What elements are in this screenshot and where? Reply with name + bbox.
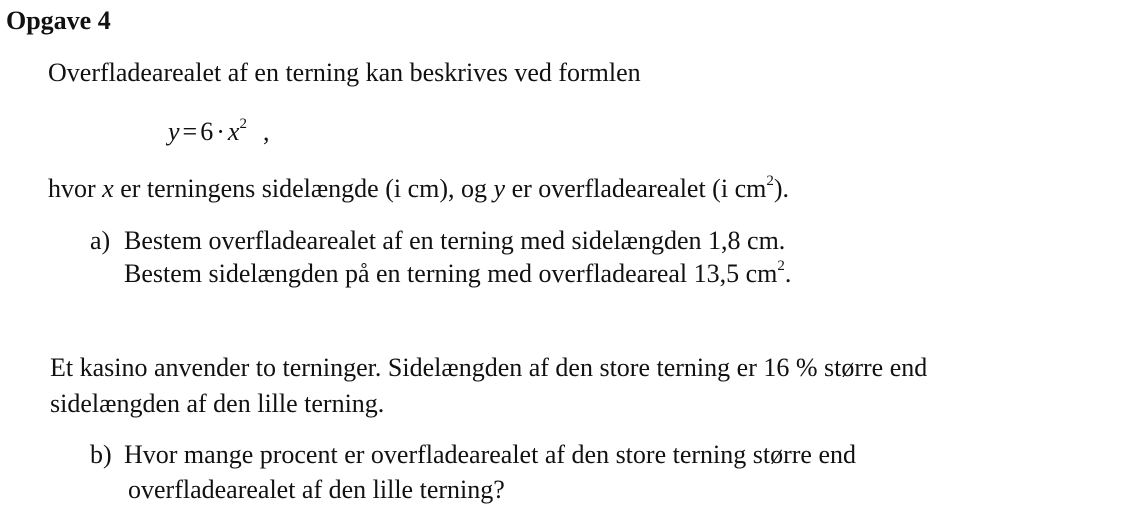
part-a-unit-exponent: 2 bbox=[777, 258, 785, 274]
part-a-text-2: Bestem sidelængden på en terning med overfladeareal 13,5 cm bbox=[124, 259, 778, 288]
intro-line-2-post: er overfladearealet (i cm bbox=[505, 174, 767, 203]
part-a-text-2-end: . bbox=[784, 259, 792, 288]
intro-var-y: y bbox=[493, 174, 506, 203]
part-b-line-2: overfladearealet af den lille terning? bbox=[128, 475, 505, 504]
formula-comma: , bbox=[262, 117, 270, 146]
part-b-line-1 bbox=[90, 440, 856, 470]
formula-coefficient: 6 bbox=[200, 117, 214, 146]
part-b-label: b) bbox=[90, 440, 112, 469]
intro-line-2-end: ). bbox=[773, 174, 790, 203]
part-a-label: a) bbox=[90, 226, 111, 255]
formula-exponent: 2 bbox=[239, 116, 247, 132]
part-b-text-1: Hvor mange procent er overfladearealet af den store terning større end bbox=[124, 440, 856, 469]
part-a-line-1 bbox=[90, 226, 785, 256]
casino-line-2: sidelængden af den lille terning. bbox=[50, 389, 385, 418]
intro-line-2 bbox=[48, 174, 789, 204]
casino-line-1: Et kasino anvender to terninger. Sidelængden af den store terning er 16 % større end bbox=[50, 353, 928, 382]
part-a-line-2 bbox=[124, 259, 791, 289]
intro-unit-exponent: 2 bbox=[766, 173, 774, 189]
formula-dot: · bbox=[216, 117, 225, 146]
formula-y: y bbox=[168, 117, 180, 146]
intro-var-x: x bbox=[102, 174, 114, 203]
intro-line-2-mid: er terningens sidelængde (i cm), og bbox=[113, 174, 494, 203]
part-a-text-1: Bestem overfladearealet af en terning med sidelængden 1,8 cm. bbox=[124, 226, 786, 255]
intro-line-2-pre: hvor bbox=[48, 174, 103, 203]
formula bbox=[168, 117, 269, 147]
exercise-heading: Opgave 4 bbox=[6, 6, 111, 35]
formula-equals: = bbox=[182, 117, 198, 146]
intro-line-1: Overfladearealet af en terning kan beskrives ved formlen bbox=[48, 58, 641, 87]
formula-x: x bbox=[227, 117, 240, 146]
